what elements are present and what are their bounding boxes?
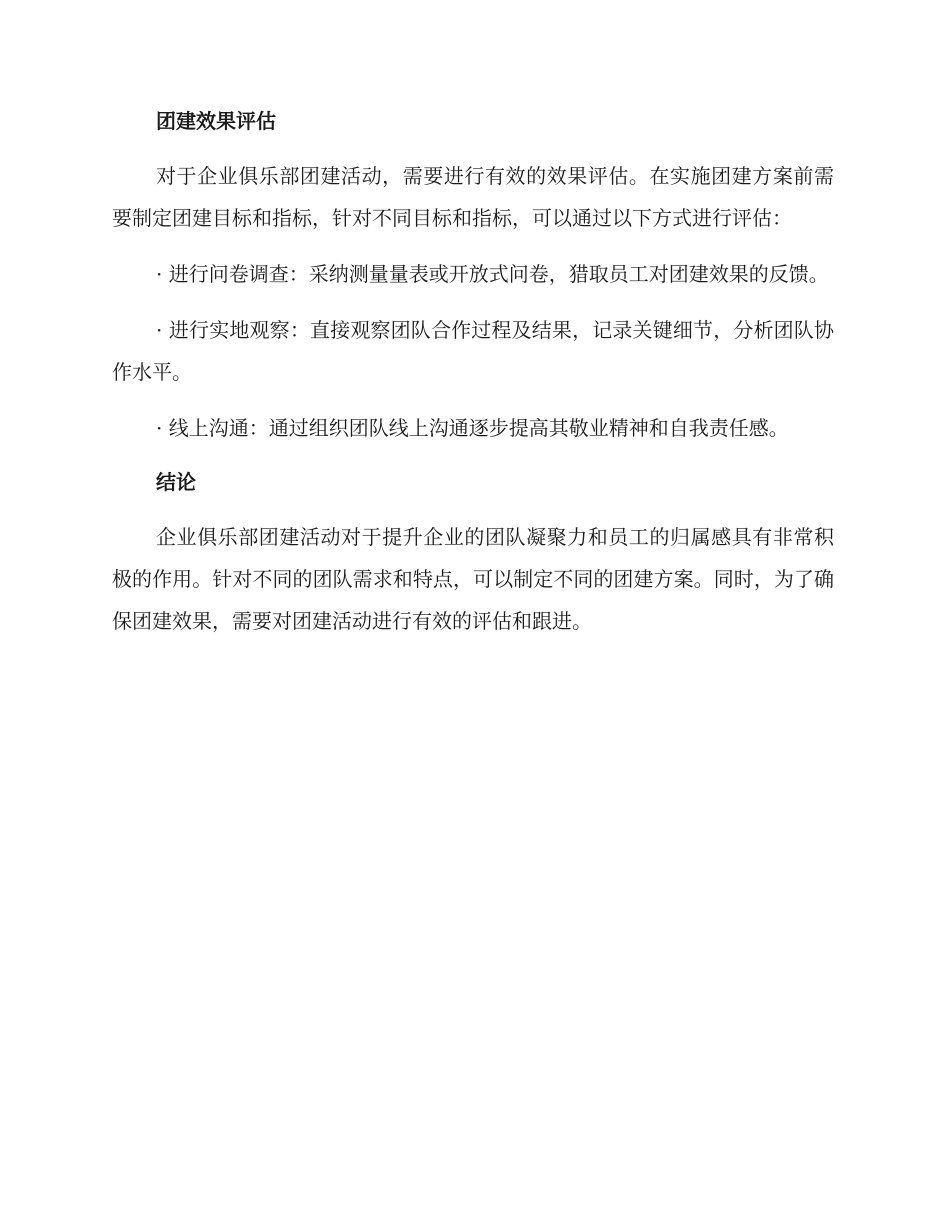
conclusion-paragraph: 企业俱乐部团建活动对于提升企业的团队凝聚力和员工的归属感具有非常积极的作用。针对不同的团队需求和特点，可以制定不同的团建方案。同时，为了确保团建效果，需要对团建活动进行有效的评估和跟进。 (112, 525, 834, 633)
section-heading-conclusion: 结论 (156, 470, 196, 494)
bullet-questionnaire: · 进行问卷调查：采纳测量量表或开放式问卷，猎取员工对团建效果的反馈。 (156, 262, 829, 286)
section-heading-evaluation: 团建效果评估 (156, 109, 276, 133)
bullet-field-observation: · 进行实地观察：直接观察团队合作过程及结果，记录关键细节，分析团队协作水平。 (112, 318, 834, 384)
evaluation-intro-paragraph: 对于企业俱乐部团建活动，需要进行有效的效果评估。在实施团建方案前需要制定团建目标和指标，针对不同目标和指标，可以通过以下方式进行评估： (112, 164, 834, 230)
document-page (112, 108, 834, 656)
bullet-online-communication: · 线上沟通：通过组织团队线上沟通逐步提高其敬业精神和自我责任感。 (156, 416, 789, 440)
